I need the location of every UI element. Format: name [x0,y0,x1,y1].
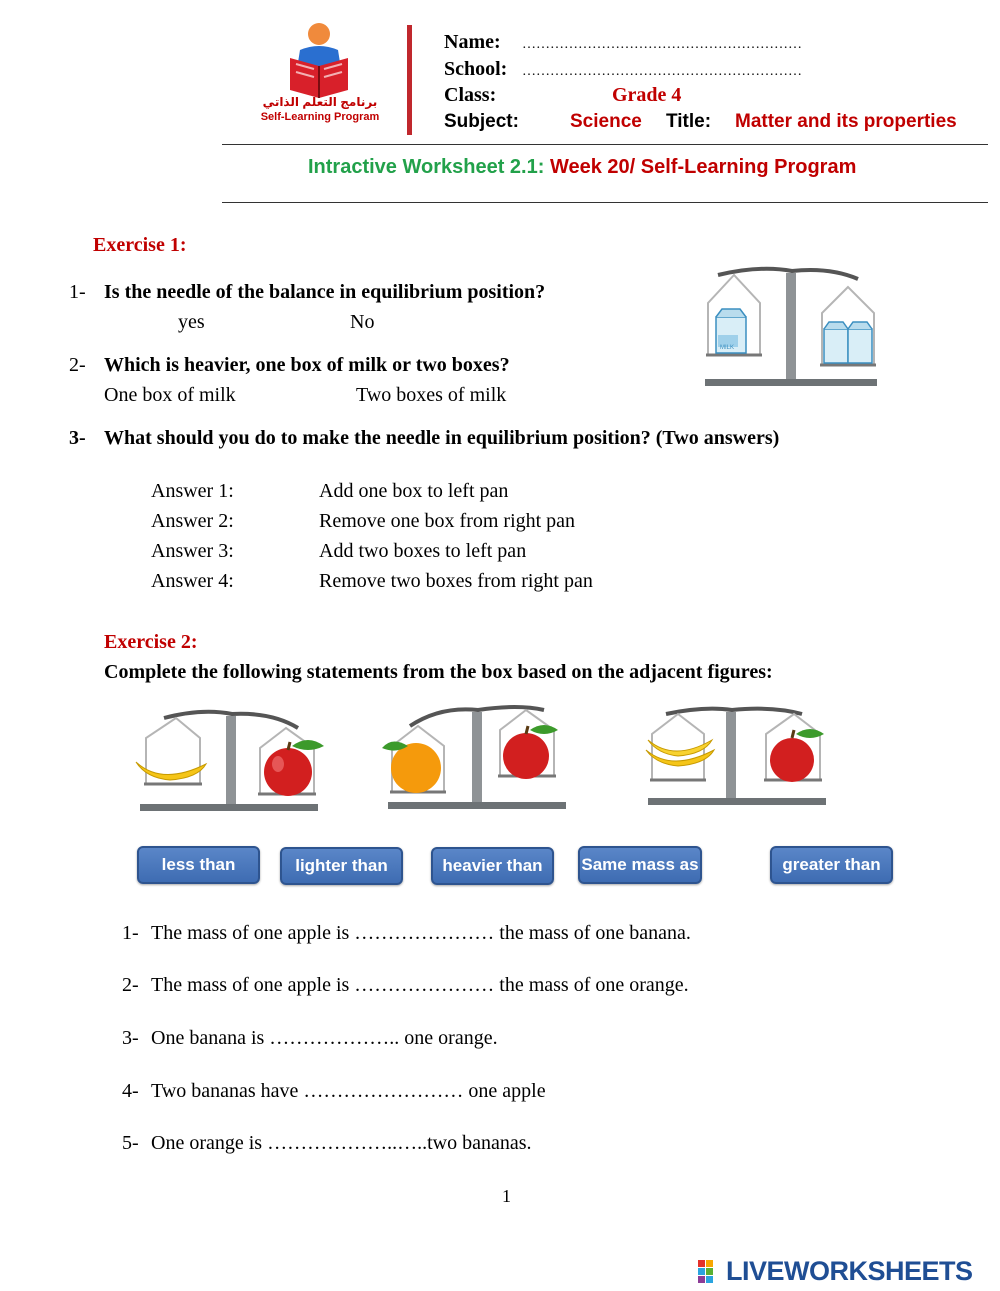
banana-icon [648,740,712,756]
statement-3-text[interactable]: One banana is ……………….. one orange. [151,1027,498,1049]
balance-scale-icon [378,700,578,812]
word-box-lighter-than[interactable]: lighter than [280,847,403,885]
title-value: Matter and its properties [735,111,957,132]
q3-text: What should you do to make the needle in equilibrium position? (Two answers) [104,427,780,449]
word-box-greater-than[interactable]: greater than [770,846,893,884]
answer-2-label: Answer 2: [151,510,234,532]
worksheet-title [308,156,856,179]
name-field[interactable]: …………………………………………………… [522,37,802,52]
statement-1-text[interactable]: The mass of one apple is ………………… the mass of one banana. [151,922,691,944]
page-number: 1 [502,1186,511,1206]
name-label: Name: [444,31,501,53]
worksheet-title-green: Intractive Worksheet 2.1 [308,156,538,178]
orange-icon [391,743,441,793]
header-divider [407,25,412,135]
milk-box-icon [824,322,872,363]
q2-option-two-boxes[interactable]: Two boxes of milk [356,384,507,406]
exercise2-instruction: Complete the following statements from the box based on the adjacent figures: [104,661,773,683]
statement-1-number: 1- [122,922,139,944]
balance-scale-icon [642,704,842,808]
statement-4-number: 4- [122,1080,139,1102]
school-label: School: [444,58,508,80]
word-box-less-than[interactable]: less than [137,846,260,884]
apple-icon [770,738,814,782]
balance-scale-icon [132,706,332,814]
class-label: Class: [444,84,497,106]
q2-option-one-box[interactable]: One box of milk [104,384,236,406]
q2-number: 2- [69,354,86,376]
logo-english-text: Self-Learning Program [260,111,380,123]
worksheet-title-red: Week 20/ Self-Learning Program [549,156,857,178]
apple-icon [264,748,312,796]
title-label: Title: [666,111,712,132]
q1-number: 1- [69,281,86,303]
worksheet-title-colon: : [537,156,545,178]
answer-1-label: Answer 1: [151,480,234,502]
q1-text: Is the needle of the balance in equilibrium position? [104,281,546,303]
subject-value: Science [570,111,642,132]
answer-4-label: Answer 4: [151,570,234,592]
balance-two-bananas-apple [642,704,842,808]
answer-3-option[interactable]: Add two boxes to left pan [319,540,527,562]
logo-arabic-text: برنامج التعلم الذاتي [262,95,378,109]
answer-2-option[interactable]: Remove one box from right pan [319,510,576,532]
q1-option-yes[interactable]: yes [178,311,205,333]
balance-scale-icon [700,265,882,390]
exercise1-heading: Exercise 1: [93,234,187,256]
statement-2-text[interactable]: The mass of one apple is ………………… the mass of one orange. [151,974,689,996]
q3-number: 3- [69,427,86,449]
statement-4-text[interactable]: Two bananas have …………………… one apple [151,1080,546,1102]
liveworksheets-grid-icon [698,1260,722,1284]
liveworksheets-brand: LIVEWORKSHEETS [726,1256,973,1286]
balance-orange-apple [378,700,578,812]
q2-text: Which is heavier, one box of milk or two boxes? [104,354,510,376]
statement-5-text[interactable]: One orange is ………………..…..two bananas. [151,1132,532,1154]
answer-1-option[interactable]: Add one box to left pan [319,480,509,502]
balance-banana-apple [132,706,332,814]
subject-label: Subject: [444,111,519,132]
statement-3-number: 3- [122,1027,139,1049]
statement-5-number: 5- [122,1132,139,1154]
school-field[interactable]: …………………………………………………… [522,64,802,79]
milk-balance-figure [700,265,882,390]
milk-label: MILK [720,345,735,351]
exercise2-heading: Exercise 2: [104,631,198,653]
logo [250,20,390,130]
header-rule-bottom [222,202,988,203]
liveworksheets-logo[interactable] [698,1256,973,1286]
answer-3-label: Answer 3: [151,540,234,562]
header-rule-top [222,144,988,145]
apple-icon [503,733,549,779]
statement-2-number: 2- [122,974,139,996]
word-box-heavier-than[interactable]: heavier than [431,847,554,885]
word-box-same-mass-as[interactable]: Same mass as [578,846,702,884]
answer-4-option[interactable]: Remove two boxes from right pan [319,570,593,592]
q1-option-no[interactable]: No [350,311,375,333]
class-value: Grade 4 [612,84,682,106]
